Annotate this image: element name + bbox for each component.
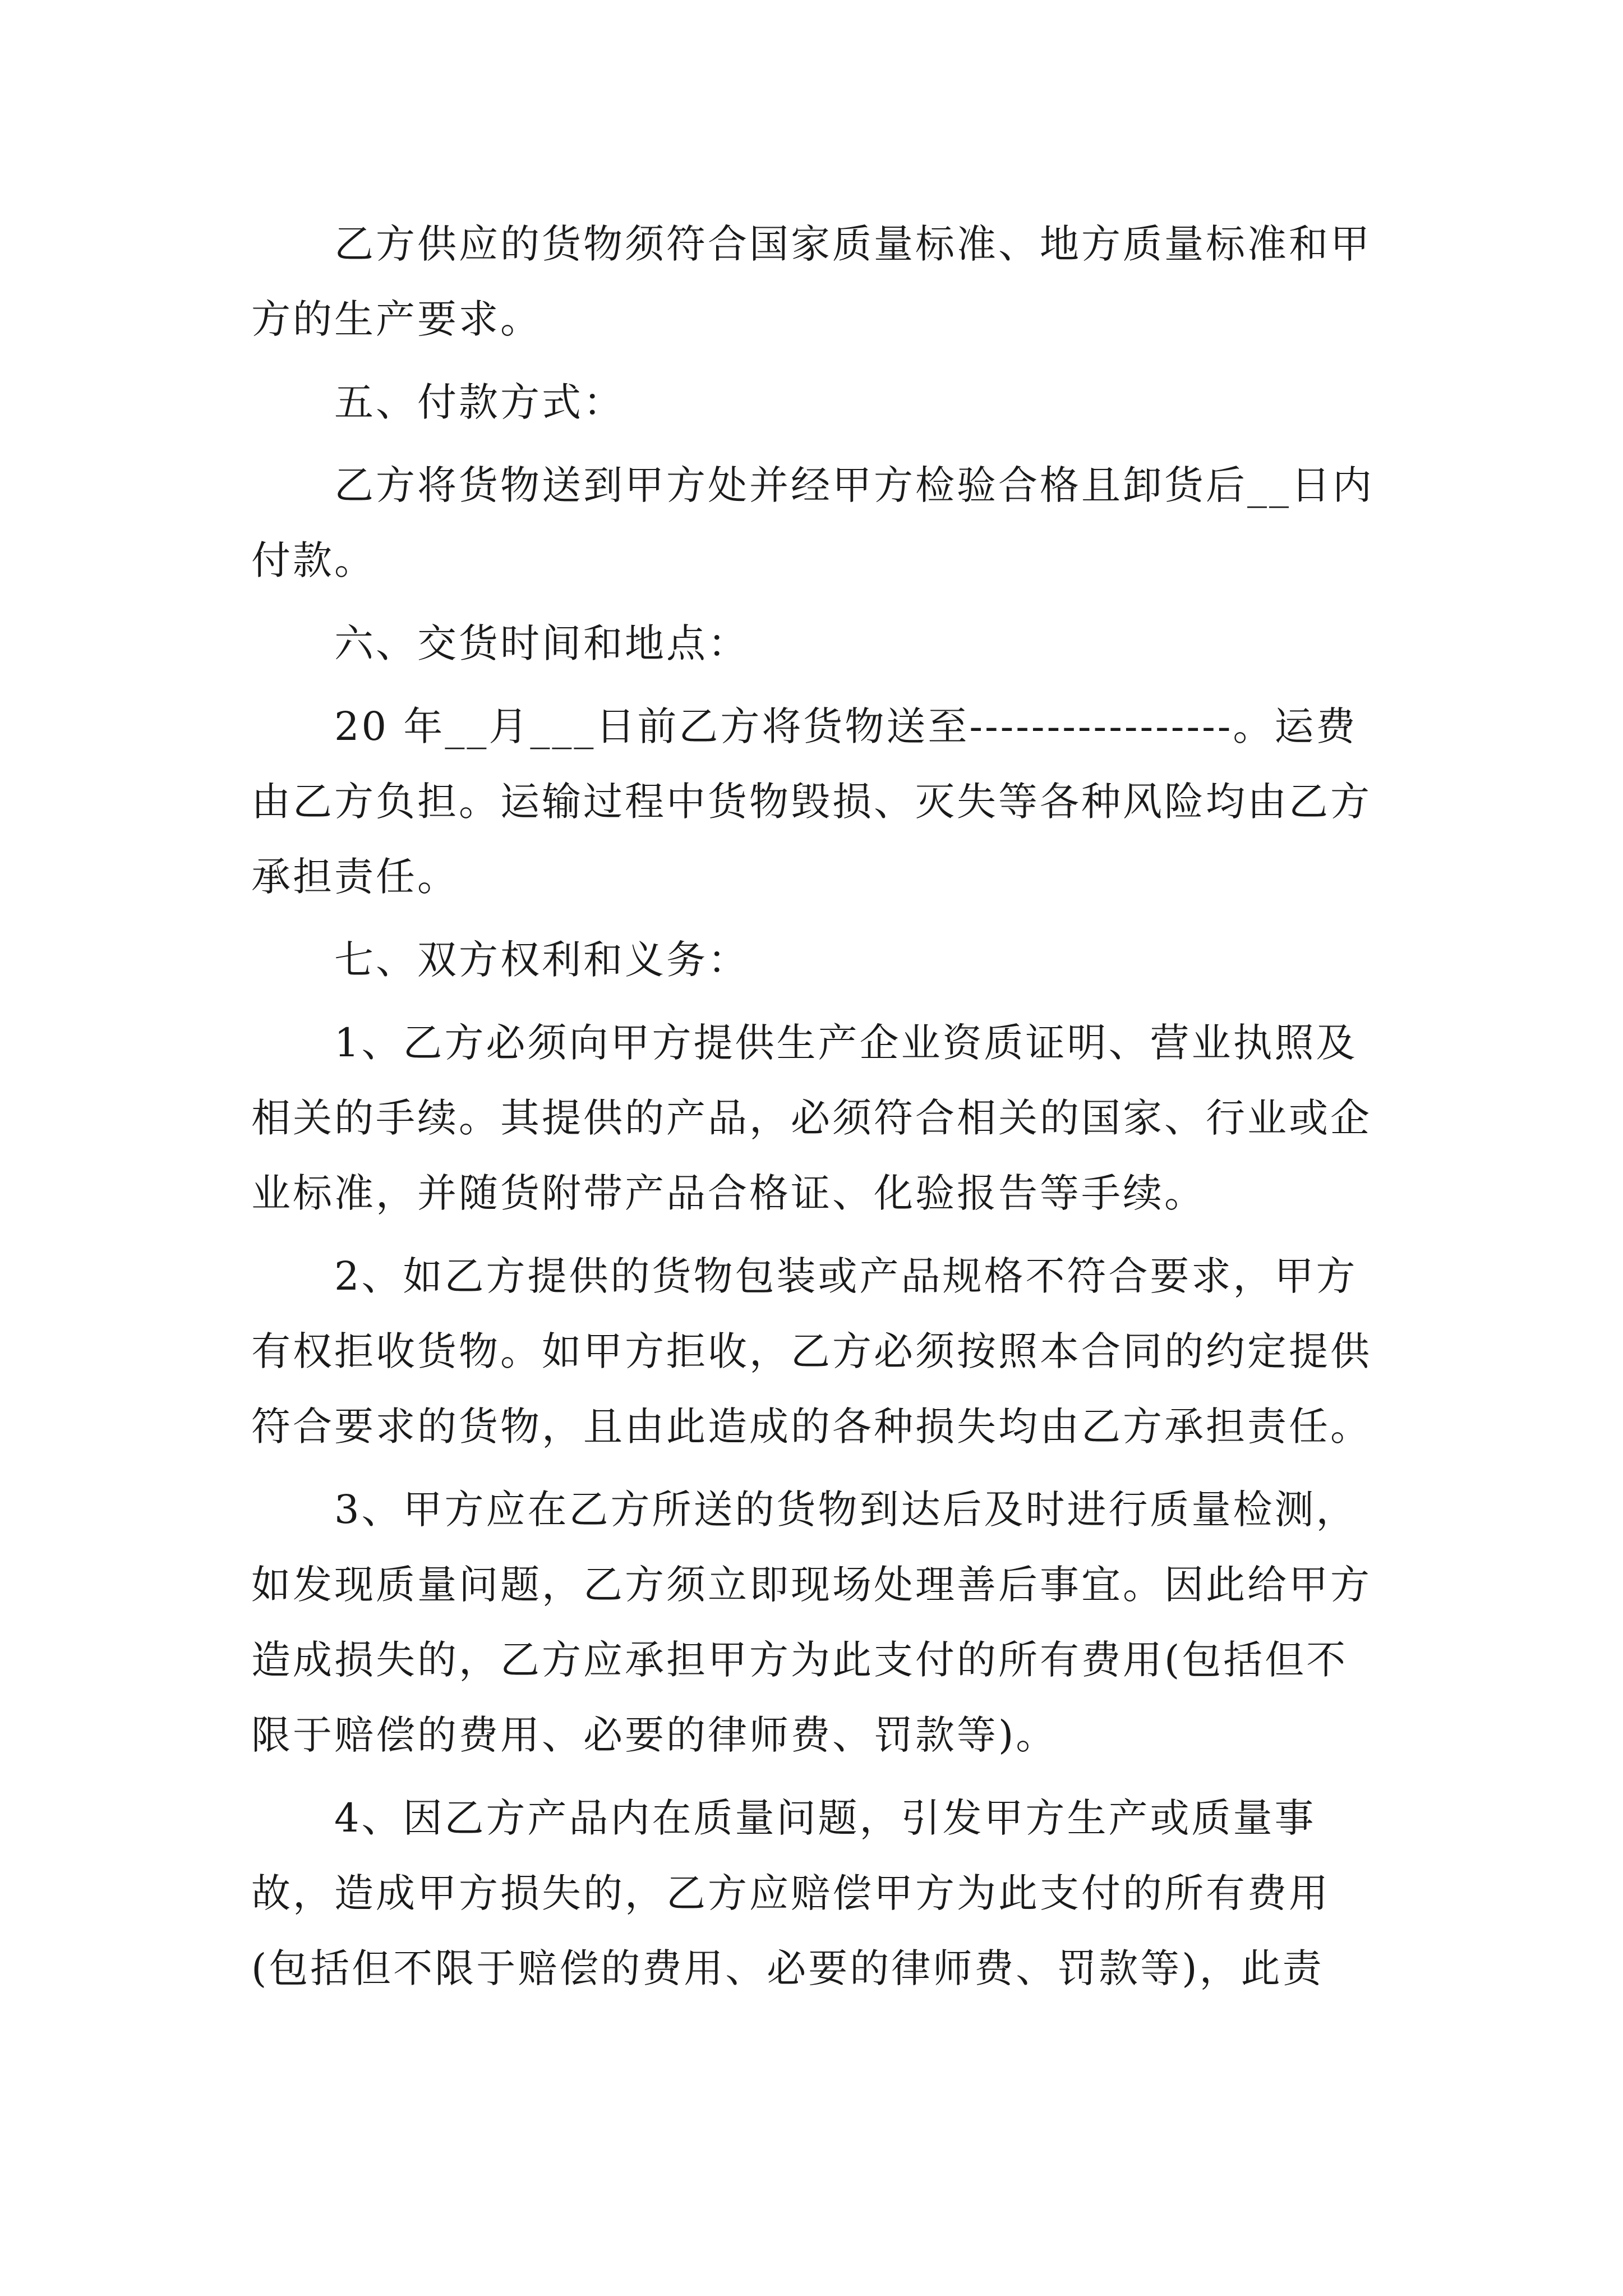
heading-rights-obligations: 七、双方权利和义务：: [334, 937, 749, 983]
paragraph-delivery-terms: 20 年__月___日前乙方将货物送至-----------------。运费由乙方负担。运输过程中货物毁损、灭失等各种风险均由乙方承担责任。: [251, 703, 1372, 900]
paragraph-quality-requirement: 乙方供应的货物须符合国家质量标准、地方质量标准和甲方的生产要求。: [251, 221, 1372, 342]
document-body: [251, 206, 1384, 2014]
paragraph-obligation-2: 2、如乙方提供的货物包装或产品规格不符合要求，甲方有权拒收货物。如甲方拒收，乙方必须按照本合同的约定提供符合要求的货物，且由此造成的各种损失均由乙方承担责任。: [251, 1253, 1372, 1450]
heading-payment-method: 五、付款方式：: [334, 379, 625, 425]
paragraph-obligation-3: 3、甲方应在乙方所送的货物到达后及时进行质量检测，如发现质量问题，乙方须立即现场处理善后事宜。因此给甲方造成损失的，乙方应承担甲方为此支付的所有费用(包括但不限于赔偿的费用、必要的律师费、罚款等)。: [251, 1487, 1372, 1758]
paragraph-payment-terms: 乙方将货物送到甲方处并经甲方检验合格且卸货后__日内付款。: [251, 462, 1374, 583]
heading-delivery-time-place: 六、交货时间和地点：: [334, 620, 749, 666]
paragraph-obligation-4: 4、因乙方产品内在质量问题，引发甲方生产或质量事故，造成甲方损失的，乙方应赔偿甲方为此支付的所有费用(包括但不限于赔偿的费用、必要的律师费、罚款等)，此责: [251, 1795, 1330, 1991]
paragraph-obligation-1: 1、乙方必须向甲方提供生产企业资质证明、营业执照及相关的手续。其提供的产品，必须符合相关的国家、行业或企业标准，并随货附带产品合格证、化验报告等手续。: [251, 1020, 1372, 1216]
